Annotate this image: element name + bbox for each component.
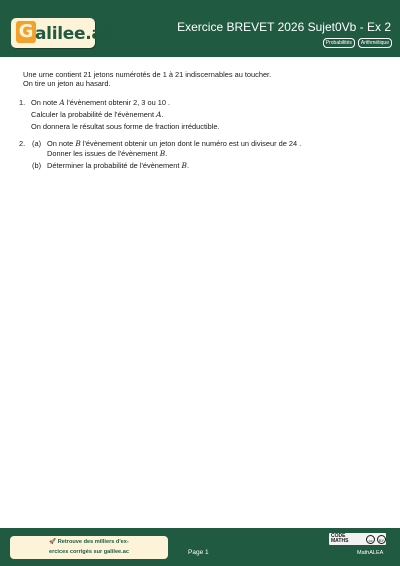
promo-line-1: 🚀 Retrouve des milliers d'ex-: [49, 539, 129, 545]
question-2a-label: (a): [32, 139, 42, 148]
event-a-symbol: A: [156, 110, 162, 119]
promo-line-2: ercices corrigés sur galilee.ac: [49, 549, 129, 555]
event-b-symbol: B: [159, 149, 166, 158]
event-b-symbol: B: [181, 161, 187, 170]
promo-link[interactable]: [10, 536, 168, 559]
tag-list: [323, 38, 392, 48]
footer-bar: [0, 528, 400, 566]
event-a-symbol: A: [59, 98, 65, 107]
mathalea-brand: MathALEA: [357, 550, 384, 556]
question-1-line-1: On note A l'évènement obtenir 2, 3 ou 10 .: [31, 98, 171, 107]
cc-icon: cc: [366, 535, 375, 544]
galilee-logo[interactable]: [11, 18, 113, 48]
logo-wordmark: alilee.ac: [35, 24, 113, 44]
question-2a-line-2: Donner les issues de l'évènement B.: [47, 149, 168, 158]
question-2b-line-1: Déterminer la probabilité de l'évènement B.: [47, 161, 190, 170]
tag-arithmetique: Arithmétique: [358, 38, 392, 48]
by-icon: BY: [377, 535, 386, 544]
question-1-line-3: On donnera le résultat sous forme de fraction irréductible.: [31, 122, 220, 131]
event-b-symbol: B: [75, 139, 81, 148]
intro-line-2: On tire un jeton au hasard.: [23, 79, 111, 88]
question-2a-line-1: On note B l'évènement obtenir un jeton dont le numéro est un diviseur de 24 .: [47, 139, 302, 148]
question-1-line-2: Calculer la probabilité de l'évènement A.: [31, 110, 164, 119]
header-bar: [0, 0, 400, 57]
question-1-number: 1.: [19, 98, 26, 107]
intro-line-1: Une urne contient 21 jetons numérotés de 1 à 21 indiscernables au toucher.: [23, 70, 272, 79]
exercise-title: Exercice BREVET 2026 Sujet0Vb - Ex 2: [177, 20, 391, 34]
logo-g-mark: G: [16, 21, 36, 43]
license-badge[interactable]: [329, 533, 386, 545]
page-number: Page 1: [188, 549, 209, 556]
tag-probabilites: Probabilités: [323, 38, 355, 48]
code-maths-logo: CODE MATHS: [331, 533, 349, 544]
question-2-number: 2.: [19, 139, 26, 148]
question-2b-label: (b): [32, 161, 42, 170]
